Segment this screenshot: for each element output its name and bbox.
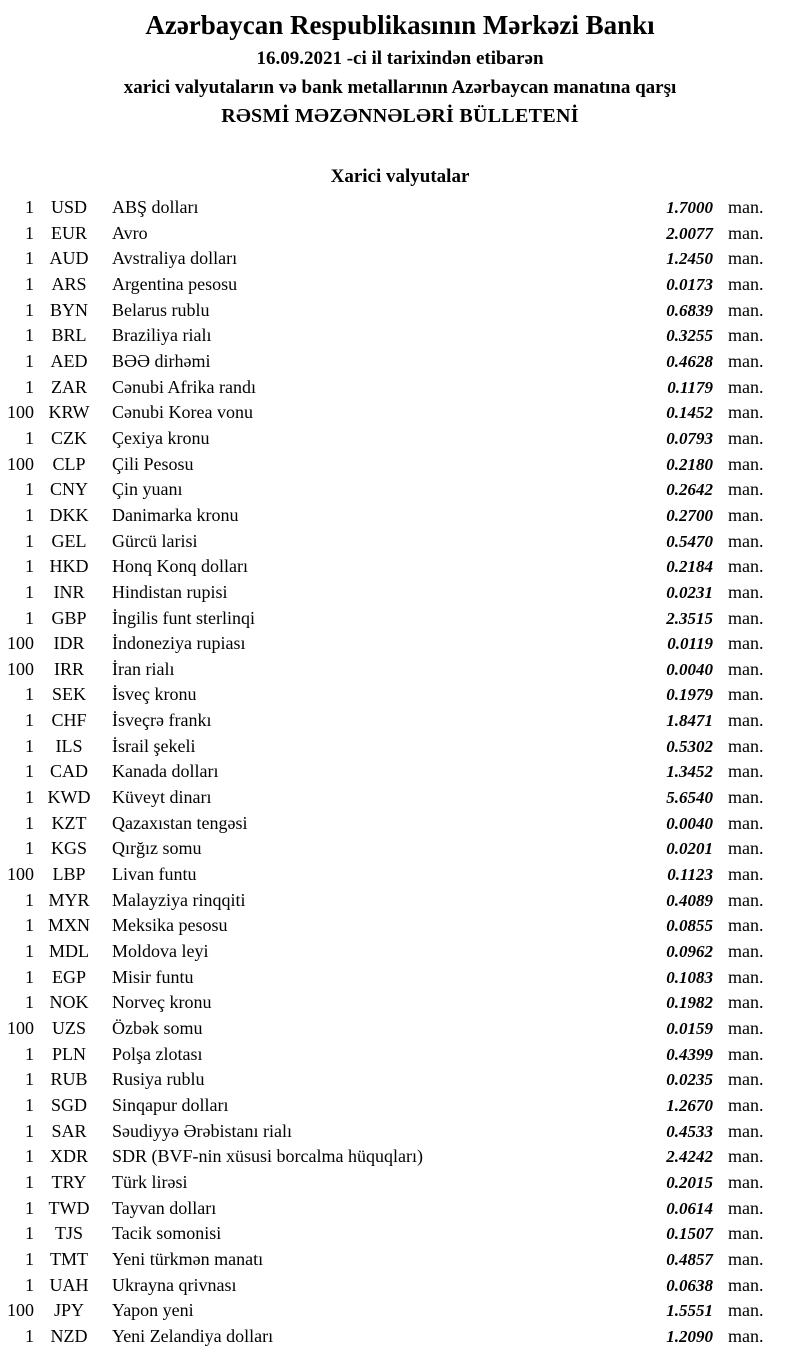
currency-row — [0, 529, 800, 555]
currency-row — [0, 375, 800, 401]
currency-code: MXN — [47, 915, 90, 936]
currency-row — [0, 965, 800, 991]
currency-code: TWD — [48, 1197, 90, 1218]
currency-name: Ukrayna qrivnası — [112, 1274, 237, 1295]
currency-row — [0, 682, 800, 708]
currency-code: TJS — [54, 1223, 83, 1244]
currency-quantity: 1 — [25, 761, 34, 782]
currency-quantity: 1 — [25, 915, 34, 936]
currency-code: USD — [50, 197, 87, 217]
currency-unit-label: man. — [728, 838, 764, 859]
currency-code: ILS — [55, 735, 83, 756]
currency-quantity: 1 — [25, 197, 34, 217]
currency-quantity: 1 — [25, 1197, 34, 1218]
currency-name: İsrail şekeli — [112, 735, 196, 756]
currency-code: HKD — [49, 556, 89, 577]
currency-rate: 0.1982 — [666, 993, 713, 1013]
currency-code: IRR — [53, 658, 84, 679]
currency-unit-label: man. — [728, 1043, 764, 1064]
currency-unit-label: man. — [728, 710, 764, 731]
currency-rate: 0.0201 — [666, 839, 713, 859]
currency-quantity: 100 — [7, 658, 34, 679]
currency-quantity: 1 — [25, 1248, 34, 1269]
currency-code: RUB — [50, 1069, 88, 1090]
currency-rate: 1.5551 — [666, 1301, 713, 1321]
currency-unit-label: man. — [728, 1146, 764, 1167]
currency-rate: 0.0173 — [666, 274, 713, 294]
currency-name: Qazaxıstan tengəsi — [112, 812, 248, 833]
currency-name: Gürcü larisi — [112, 530, 198, 551]
currency-code: BYN — [49, 299, 88, 320]
currency-rate: 0.1979 — [666, 685, 713, 705]
currency-row — [0, 1067, 800, 1093]
currency-code: BRL — [51, 325, 87, 346]
currency-name: Avro — [112, 222, 148, 243]
currency-name: Malayziya rinqqiti — [112, 889, 246, 910]
currency-rate: 1.7000 — [666, 198, 713, 217]
currency-unit-label: man. — [728, 556, 764, 577]
bulletin-header — [0, 0, 800, 129]
currency-row — [0, 708, 800, 734]
currency-row — [0, 631, 800, 657]
currency-row — [0, 836, 800, 862]
currency-rate: 0.0231 — [666, 582, 713, 602]
currency-row — [0, 195, 800, 221]
currency-rate: 0.2180 — [666, 454, 713, 474]
currency-unit-label: man. — [728, 530, 764, 551]
currency-name: Tayvan dolları — [112, 1197, 217, 1218]
currency-code: DKK — [49, 504, 89, 525]
currency-name: Çin yuanı — [112, 479, 183, 500]
currency-row — [0, 785, 800, 811]
currency-code: INR — [53, 581, 85, 602]
currency-name: Sinqapur dolları — [112, 1094, 229, 1115]
currency-unit-label: man. — [728, 1223, 764, 1244]
currency-name: Misir funtu — [112, 966, 194, 987]
currency-name: Rusiya rublu — [112, 1069, 205, 1090]
currency-rate: 0.0962 — [666, 942, 713, 962]
currency-rate: 0.4628 — [666, 351, 713, 371]
currency-row — [0, 606, 800, 632]
currency-unit-label: man. — [728, 427, 764, 448]
currency-row — [0, 811, 800, 837]
currency-code: AED — [50, 350, 88, 371]
currency-rate: 0.4399 — [666, 1044, 713, 1064]
currency-quantity: 1 — [25, 504, 34, 525]
currency-unit-label: man. — [728, 607, 764, 628]
currency-row — [0, 1119, 800, 1145]
currency-quantity: 1 — [25, 966, 34, 987]
currency-quantity: 100 — [7, 864, 34, 885]
currency-quantity: 1 — [25, 787, 34, 808]
currency-rate: 0.0119 — [667, 634, 713, 654]
effective-date-line: 16.09.2021 -ci il tarixindən etibarən — [256, 48, 544, 69]
currency-code: IDR — [53, 633, 85, 654]
currency-quantity: 1 — [25, 273, 34, 294]
currency-rate: 1.2090 — [666, 1326, 713, 1346]
currency-unit-label: man. — [728, 992, 764, 1013]
currency-name: İngilis funt sterlinqi — [112, 607, 255, 628]
currency-unit-label: man. — [728, 1094, 764, 1115]
currency-row — [0, 1016, 800, 1042]
subtitle-line: xarici valyutaların və bank metallarının Azərbaycan manatına qarşı — [123, 77, 677, 98]
currency-row — [0, 477, 800, 503]
currency-code: KWD — [47, 787, 91, 808]
currency-name: Hindistan rupisi — [112, 581, 228, 602]
currency-code: CLP — [52, 453, 86, 474]
currency-rate: 0.1083 — [666, 967, 713, 987]
currency-quantity: 1 — [25, 479, 34, 500]
currency-name: İsveçrə frankı — [112, 710, 212, 731]
currency-quantity: 100 — [7, 1018, 34, 1038]
currency-code: CAD — [49, 761, 88, 782]
currency-row — [0, 1273, 800, 1299]
currency-rate: 0.5302 — [666, 736, 713, 756]
currency-name: Çili Pesosu — [112, 453, 194, 474]
currency-unit-label: man. — [728, 1274, 764, 1295]
currency-unit-label: man. — [728, 325, 764, 346]
currency-row — [0, 913, 800, 939]
currency-unit-label: man. — [728, 581, 764, 602]
currency-row — [0, 1093, 800, 1119]
currency-rate: 0.0638 — [666, 1275, 713, 1295]
currency-code: GBP — [51, 607, 87, 628]
currency-unit-label: man. — [728, 915, 764, 936]
currency-rate: 0.0614 — [666, 1198, 713, 1218]
currency-row — [0, 272, 800, 298]
currency-quantity: 1 — [25, 1120, 34, 1141]
currency-unit-label: man. — [728, 941, 764, 962]
currency-name: Səudiyyə Ərəbistanı rialı — [112, 1120, 292, 1141]
currency-quantity: 1 — [25, 530, 34, 551]
currency-quantity: 1 — [25, 941, 34, 962]
currency-quantity: 1 — [25, 222, 34, 243]
currency-name: Livan funtu — [112, 864, 197, 885]
currency-quantity: 1 — [25, 1171, 34, 1192]
currency-quantity: 1 — [25, 1043, 34, 1064]
currency-unit-label: man. — [728, 761, 764, 782]
currency-name: Belarus rublu — [112, 299, 210, 320]
currency-row — [0, 734, 800, 760]
currency-row — [0, 349, 800, 375]
currency-quantity: 1 — [25, 812, 34, 833]
currency-quantity: 1 — [25, 556, 34, 577]
currency-unit-label: man. — [728, 864, 764, 885]
currency-code: PLN — [51, 1043, 86, 1064]
currency-quantity: 1 — [25, 376, 34, 397]
currency-quantity: 1 — [25, 710, 34, 731]
currency-code: UZS — [51, 1018, 86, 1038]
currency-rate: 2.4242 — [666, 1147, 713, 1167]
currency-rate: 0.1123 — [667, 865, 713, 885]
currency-quantity: 1 — [25, 299, 34, 320]
currency-name: Meksika pesosu — [112, 915, 228, 936]
currency-code: MYR — [48, 889, 90, 910]
currency-name: Yeni Zelandiya dolları — [112, 1325, 274, 1346]
currency-rate: 0.0793 — [666, 428, 713, 448]
bank-title: Azərbaycan Respublikasının Mərkəzi Bankı — [145, 10, 655, 40]
currency-quantity: 1 — [25, 325, 34, 346]
currency-row — [0, 554, 800, 580]
currency-rate: 0.2642 — [666, 480, 713, 500]
currency-row — [0, 939, 800, 965]
currency-rate: 0.4089 — [666, 890, 713, 910]
currency-quantity: 1 — [25, 838, 34, 859]
currency-rate: 0.5470 — [666, 531, 713, 551]
currency-quantity: 100 — [7, 402, 34, 423]
currency-rate: 2.3515 — [666, 608, 713, 628]
currency-quantity: 100 — [7, 1300, 34, 1321]
currency-unit-label: man. — [728, 479, 764, 500]
currency-name: Danimarka kronu — [112, 504, 239, 525]
currency-code: AUD — [49, 248, 89, 269]
currency-code: SAR — [51, 1120, 87, 1141]
currency-code: SEK — [51, 684, 86, 705]
currency-row — [0, 1221, 800, 1247]
section-title-foreign-currencies: Xarici valyutalar — [330, 166, 470, 187]
currency-unit-label: man. — [728, 1300, 764, 1321]
currency-name: Yeni türkmən manatı — [112, 1248, 264, 1269]
currency-rate: 0.0040 — [666, 813, 713, 833]
currency-unit-label: man. — [728, 299, 764, 320]
currency-code: EUR — [51, 222, 87, 243]
currency-code: LBP — [52, 864, 86, 885]
currency-name: Küveyt dinarı — [112, 787, 212, 808]
currency-row — [0, 323, 800, 349]
currency-code: KGS — [50, 838, 87, 859]
currency-unit-label: man. — [728, 1018, 764, 1038]
currency-name: Tacik somonisi — [112, 1223, 222, 1244]
currency-name: İran rialı — [112, 658, 175, 679]
currency-unit-label: man. — [728, 966, 764, 987]
currency-name: İndoneziya rupiası — [112, 633, 246, 654]
currency-unit-label: man. — [728, 1171, 764, 1192]
currency-rate: 2.0077 — [666, 223, 713, 243]
currency-name: Özbək somu — [112, 1018, 203, 1038]
currency-row — [0, 580, 800, 606]
currency-rate-table — [0, 195, 800, 1350]
currency-unit-label: man. — [728, 1325, 764, 1346]
currency-row — [0, 888, 800, 914]
currency-quantity: 1 — [25, 992, 34, 1013]
currency-name: SDR (BVF-nin xüsusi borcalma hüquqları) — [112, 1146, 423, 1167]
currency-unit-label: man. — [728, 504, 764, 525]
currency-unit-label: man. — [728, 658, 764, 679]
currency-unit-label: man. — [728, 735, 764, 756]
currency-quantity: 1 — [25, 350, 34, 371]
currency-quantity: 1 — [25, 889, 34, 910]
currency-row — [0, 990, 800, 1016]
currency-quantity: 1 — [25, 607, 34, 628]
currency-name: Polşa zlotası — [112, 1043, 203, 1064]
currency-code: MDL — [49, 941, 89, 962]
currency-name: Norveç kronu — [112, 992, 212, 1013]
currency-code: SGD — [50, 1094, 87, 1115]
currency-code: GEL — [51, 530, 87, 551]
currency-quantity: 1 — [25, 427, 34, 448]
currency-quantity: 1 — [25, 1274, 34, 1295]
currency-name: BƏƏ dirhəmi — [112, 350, 211, 371]
currency-unit-label: man. — [728, 1069, 764, 1090]
currency-name: Cənubi Korea vonu — [112, 402, 253, 423]
currency-name: Yapon yeni — [112, 1300, 194, 1321]
currency-row — [0, 452, 800, 478]
currency-rate: 0.2184 — [666, 557, 713, 577]
currency-row — [0, 400, 800, 426]
currency-unit-label: man. — [728, 273, 764, 294]
currency-quantity: 1 — [25, 1094, 34, 1115]
currency-rate: 5.6540 — [666, 788, 713, 808]
currency-quantity: 1 — [25, 248, 34, 269]
currency-rate: 0.0235 — [666, 1070, 713, 1090]
currency-quantity: 100 — [7, 453, 34, 474]
currency-name: Kanada dolları — [112, 761, 219, 782]
currency-code: KRW — [48, 402, 90, 423]
currency-rate: 0.0159 — [666, 1019, 713, 1038]
currency-quantity: 1 — [25, 1223, 34, 1244]
currency-name: Cənubi Afrika randı — [112, 376, 256, 397]
currency-unit-label: man. — [728, 889, 764, 910]
currency-unit-label: man. — [728, 787, 764, 808]
currency-code: TRY — [51, 1171, 87, 1192]
currency-code: XDR — [49, 1146, 88, 1167]
currency-code: JPY — [53, 1300, 84, 1321]
currency-rate: 0.3255 — [666, 326, 713, 346]
currency-rate: 1.3452 — [666, 762, 713, 782]
currency-rate: 0.0855 — [666, 916, 713, 936]
currency-name: Honq Konq dolları — [112, 556, 248, 577]
currency-rate: 0.2700 — [666, 505, 713, 525]
currency-unit-label: man. — [728, 1120, 764, 1141]
currency-unit-label: man. — [728, 453, 764, 474]
currency-rate: 0.4857 — [666, 1249, 713, 1269]
currency-code: CHF — [51, 710, 87, 731]
currency-row — [0, 1042, 800, 1068]
currency-row — [0, 1170, 800, 1196]
currency-unit-label: man. — [728, 376, 764, 397]
currency-quantity: 1 — [25, 735, 34, 756]
currency-rate: 0.1507 — [666, 1224, 713, 1244]
currency-quantity: 1 — [25, 1325, 34, 1346]
currency-unit-label: man. — [728, 684, 764, 705]
currency-unit-label: man. — [728, 1197, 764, 1218]
currency-code: CNY — [49, 479, 88, 500]
currency-quantity: 1 — [25, 684, 34, 705]
currency-unit-label: man. — [728, 222, 764, 243]
currency-rate: 0.6839 — [666, 300, 713, 320]
currency-rate: 0.4533 — [666, 1121, 713, 1141]
currency-quantity: 1 — [25, 1146, 34, 1167]
currency-unit-label: man. — [728, 248, 764, 269]
currency-quantity: 1 — [25, 1069, 34, 1090]
currency-rate: 1.2670 — [666, 1095, 713, 1115]
currency-name: Moldova leyi — [112, 941, 209, 962]
currency-rate: 0.0040 — [666, 659, 713, 679]
currency-row — [0, 1144, 800, 1170]
currency-quantity: 1 — [25, 581, 34, 602]
currency-row — [0, 298, 800, 324]
currency-code: UAH — [49, 1274, 89, 1295]
currency-rate: 1.2450 — [666, 249, 713, 269]
currency-name: Qırğız somu — [112, 838, 202, 859]
currency-code: KZT — [51, 812, 87, 833]
currency-row — [0, 426, 800, 452]
currency-rate: 1.8471 — [666, 711, 713, 731]
currency-name: Çexiya kronu — [112, 427, 210, 448]
currency-row — [0, 221, 800, 247]
currency-code: CZK — [51, 427, 87, 448]
currency-code: NOK — [49, 992, 89, 1013]
currency-rate: 0.2015 — [666, 1172, 713, 1192]
currency-code: ZAR — [51, 376, 87, 397]
currency-unit-label: man. — [728, 1248, 764, 1269]
currency-row — [0, 503, 800, 529]
currency-unit-label: man. — [728, 402, 764, 423]
currency-rate: 0.1452 — [666, 403, 713, 423]
currency-name: Avstraliya dolları — [112, 248, 238, 269]
currency-code: ARS — [51, 273, 87, 294]
currency-rate: 0.1179 — [667, 377, 713, 397]
currency-name: ABŞ dolları — [112, 197, 199, 217]
bulletin-title: RƏSMİ MƏZƏNNƏLƏRİ BÜLLETENİ — [221, 105, 579, 127]
currency-row — [0, 759, 800, 785]
currency-row — [0, 657, 800, 683]
currency-row — [0, 1324, 800, 1350]
currency-name: Argentina pesosu — [112, 273, 238, 294]
currency-quantity: 100 — [7, 633, 34, 654]
currency-unit-label: man. — [728, 197, 764, 217]
currency-row — [0, 1298, 800, 1324]
currency-row — [0, 1247, 800, 1273]
currency-name: Türk lirəsi — [112, 1171, 188, 1192]
currency-unit-label: man. — [728, 633, 764, 654]
currency-row — [0, 246, 800, 272]
currency-code: TMT — [50, 1248, 88, 1269]
currency-name: Braziliya rialı — [112, 325, 212, 346]
currency-code: NZD — [50, 1325, 88, 1346]
currency-unit-label: man. — [728, 350, 764, 371]
currency-row — [0, 1196, 800, 1222]
currency-code: EGP — [51, 966, 86, 987]
currency-unit-label: man. — [728, 812, 764, 833]
currency-row — [0, 862, 800, 888]
currency-name: İsveç kronu — [112, 684, 197, 705]
